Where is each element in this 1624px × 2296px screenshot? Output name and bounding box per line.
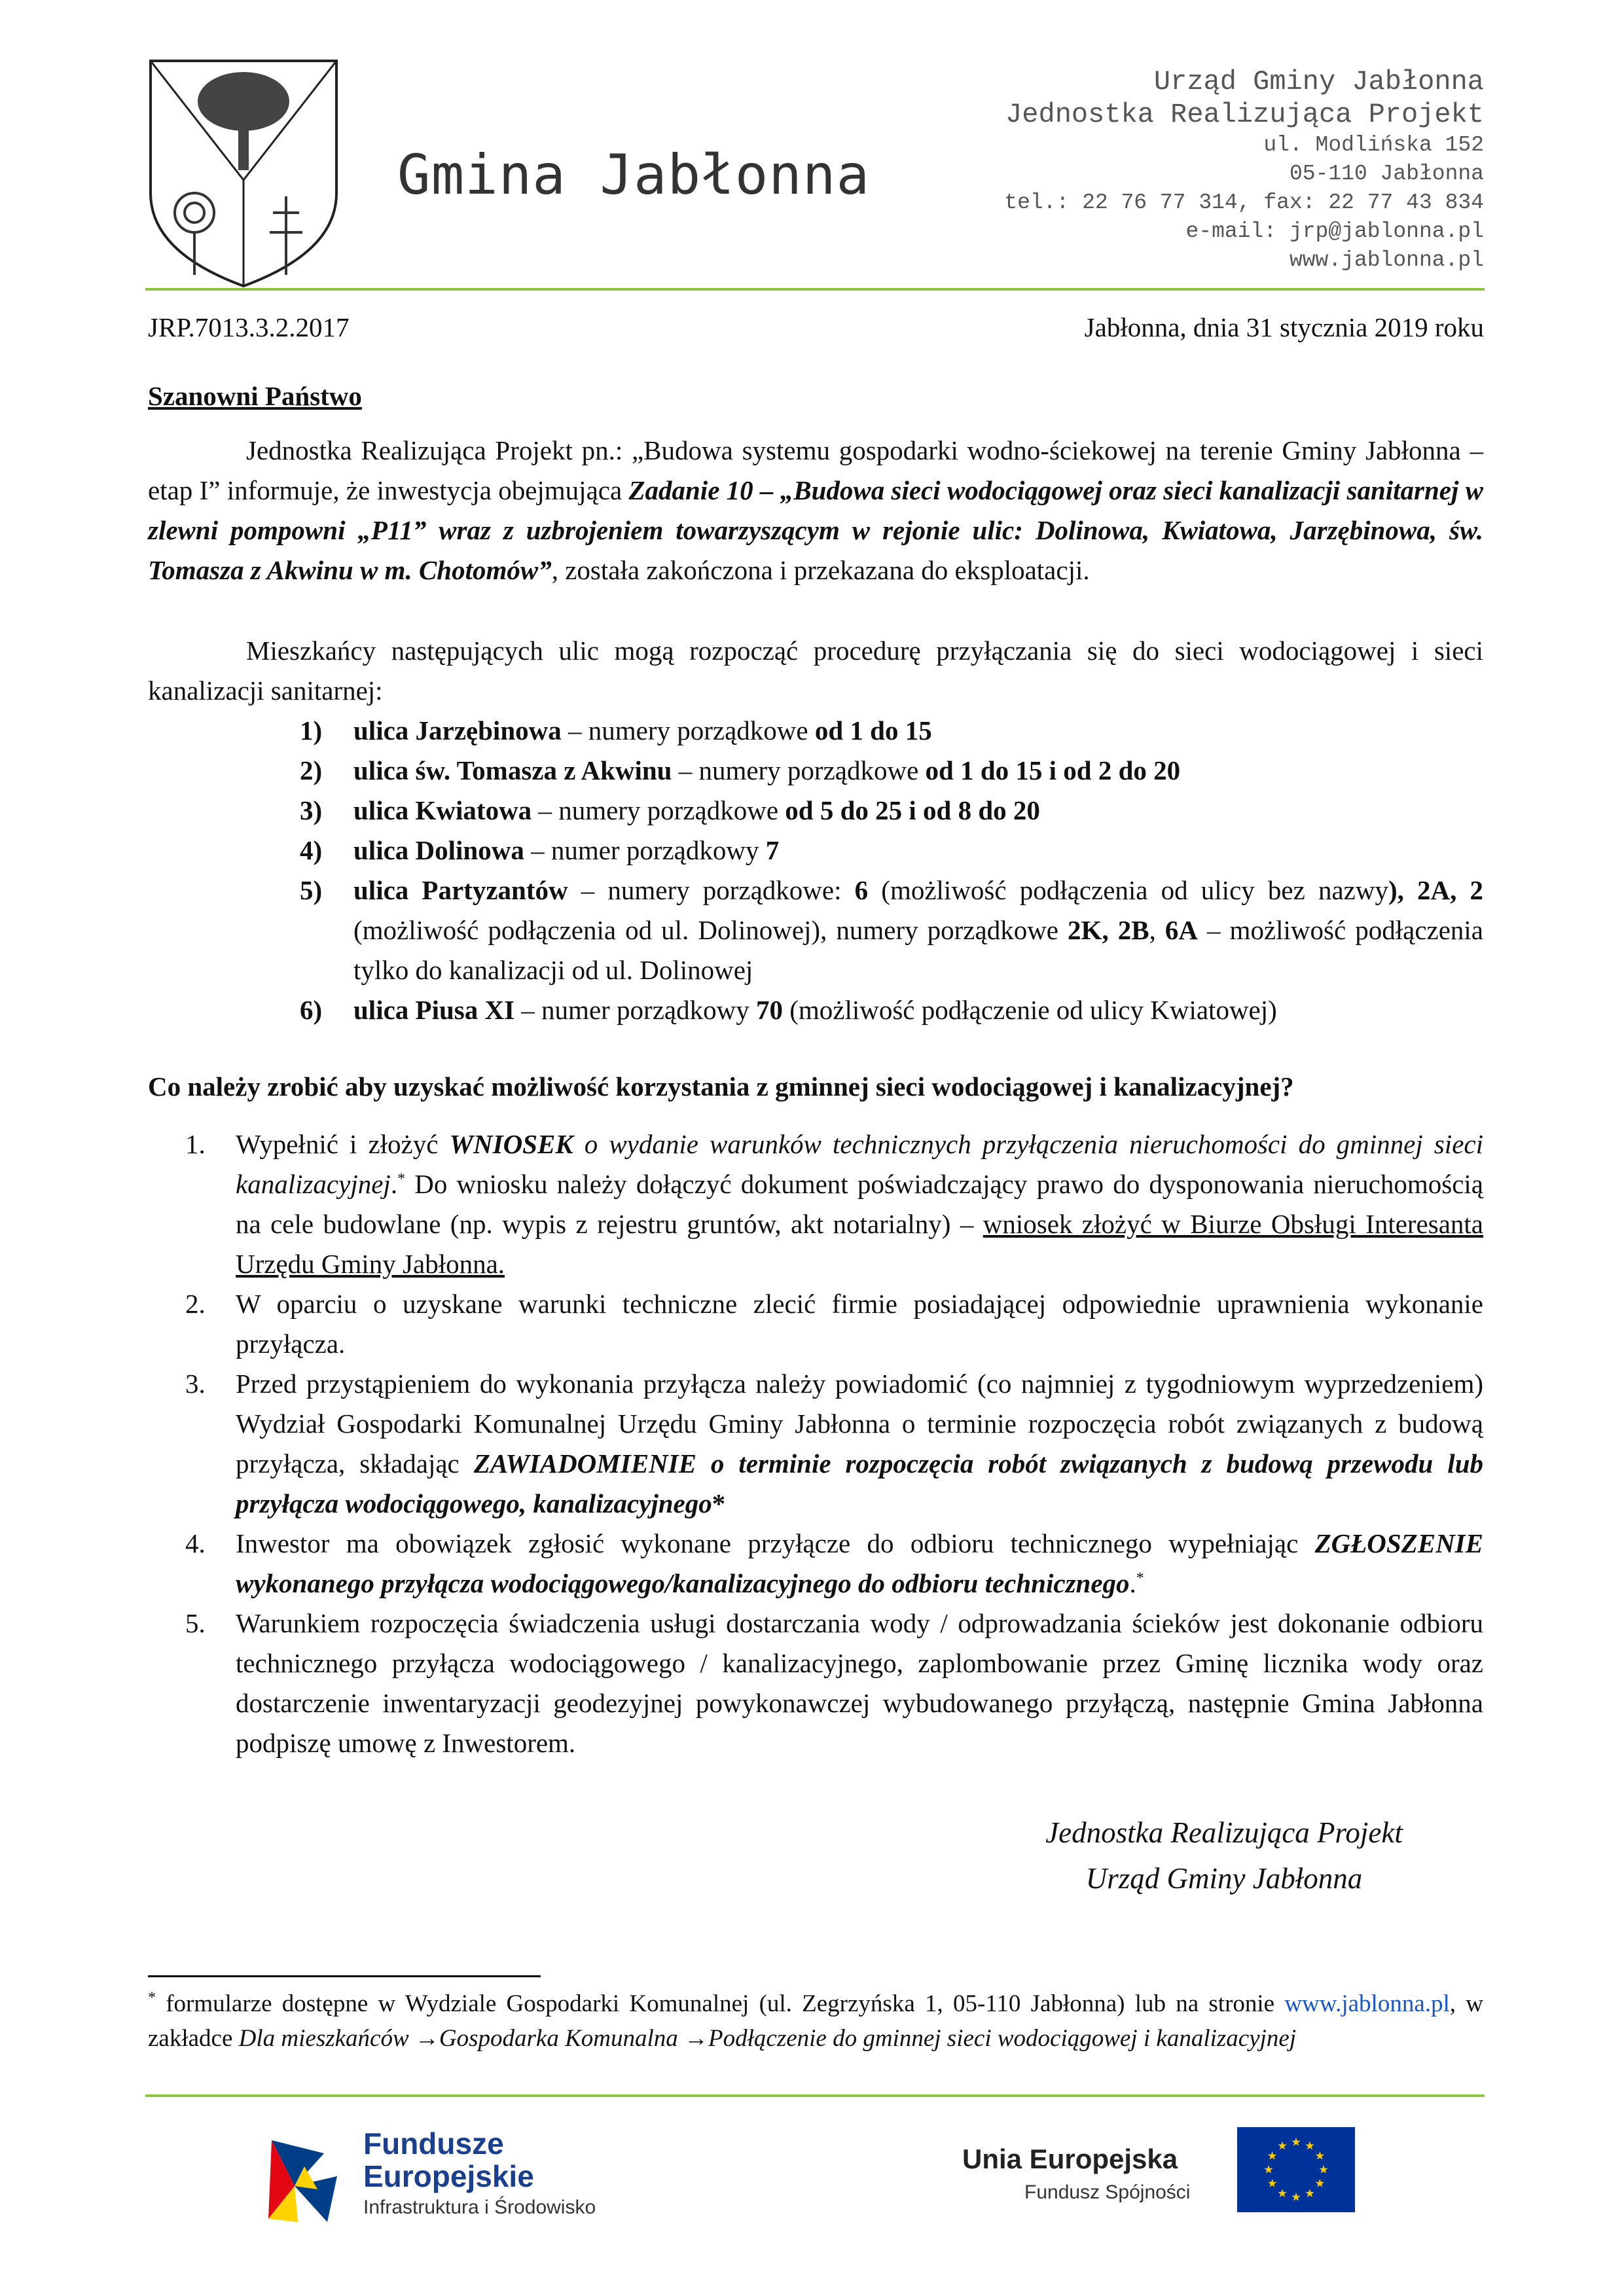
- street-text: [1404, 875, 1417, 905]
- step-text: Wypełnić i złożyć: [236, 1129, 450, 1159]
- header-divider: [145, 288, 1485, 291]
- step-text: W oparciu o uzyskane warunki techniczne zlecić firmie posiadającej odpowiednie uprawnienia wykonanie przyłącza.: [236, 1289, 1483, 1359]
- street-numbers: 2A, 2: [1417, 875, 1484, 905]
- list-item: [185, 1284, 1483, 1364]
- item-number: 4): [300, 835, 323, 865]
- step-text: .: [390, 1169, 398, 1199]
- footer-divider: [145, 2094, 1485, 2097]
- street-text: ),: [1388, 875, 1404, 905]
- street-numbers: 6A: [1164, 915, 1198, 945]
- street-text: – możliwość podłączenia tylko do kanalizacji od ul. Dolinowej: [353, 915, 1483, 985]
- website: www.jablonna.pl: [1289, 248, 1484, 272]
- street-text: (możliwość podłączenia od ulicy bez nazwy: [868, 875, 1388, 905]
- footnote-text: formularze dostępne w Wydziale Gospodarki Komunalnej (ul. Zegrzyńska 1, 05-110 Jabłonna) lub na stronie: [156, 1990, 1285, 2017]
- street-numbers: 6: [854, 875, 869, 905]
- website-link[interactable]: www.jablonna.pl: [1284, 1990, 1450, 2017]
- streets-list: [300, 711, 1483, 1030]
- footnote-mark: *: [148, 1989, 156, 2007]
- street-numbers: 70: [755, 995, 783, 1025]
- street-numbers: od 1 do 15: [814, 715, 932, 745]
- item-number: 2): [300, 755, 323, 785]
- document-date: Jabłonna, dnia 31 stycznia 2019 roku: [1084, 312, 1484, 342]
- street-name: ulica Piusa XI: [353, 995, 515, 1025]
- form-name: WNIOSEK: [449, 1129, 573, 1159]
- step-text: Warunkiem rozpoczęcia świadczenia usługi dostarczania wody / odprowadzania ścieków jest dokonanie odbioru technicznego przyłącza wodociągowego / kanalizacyjnego, zaplombowanie przez Gminę licznika wody oraz dostarczenie inwentaryzacji geodezyjnej powykonawczej wybudowanego przyłączą, następnie Gmina Jabłonna podpiszę umowę z Inwestorem.: [236, 1608, 1483, 1758]
- footnote-mark: *: [1136, 1570, 1144, 1587]
- fe-title-1: Fundusze: [363, 2126, 504, 2161]
- step-text: Przed przystąpieniem do wykonania przyłącza należy powiadomić (co najmniej z tygodniowym wyprzedzeniem) Wydział Gospodarki Komunalnej Urzędu Gminy Jabłonna o terminie rozpoczęcia robót związanych z budową przyłącza, składając: [236, 1369, 1483, 1479]
- step-text: Do wniosku należy dołączyć dokument poświadczający prawo do dysponowania nieruchomością na cele budowlane (np. wypis z rejestru gruntów, akt notarialny) –: [236, 1169, 1483, 1239]
- list-item: [185, 1364, 1483, 1524]
- reference-number: JRP.7013.3.2.2017: [148, 312, 350, 342]
- item-number: 5.: [185, 1608, 206, 1638]
- street-name: ulica Kwiatowa: [353, 795, 532, 825]
- street-name: ulica Jarzębinowa: [353, 715, 562, 745]
- footnote-mark: *: [397, 1170, 406, 1188]
- footnote-divider: [148, 1975, 541, 1977]
- form-name: ZAWIADOMIENIE o terminie rozpoczęcia robót związanych z budową przewodu lub przyłącza wodociągowego, kanalizacyjnego: [236, 1448, 1483, 1518]
- task-name: Zadanie 10 – „Budowa sieci wodociągowej oraz sieci kanalizacji sanitarnej w zlewni pompowni „P11” wraz z uzbrojeniem towarzyszącym w rejonie ulic: Dolinowa, Kwiatowa, Jarzębinowa, św. Tomasza z Akwinu w m. Chotomów”: [148, 475, 1483, 585]
- item-number: 2.: [185, 1289, 206, 1319]
- list-item: [185, 1124, 1483, 1284]
- section-question: Co należy zrobić aby uzyskać możliwość korzystania z gminnej sieci wodociągowej i kanalizacyjnej?: [148, 1071, 1294, 1102]
- step-text: .: [1129, 1568, 1136, 1598]
- fe-subtitle: Infrastruktura i Środowisko: [363, 2197, 596, 2218]
- intro-paragraph: [148, 431, 1483, 590]
- list-item: [300, 711, 1483, 751]
- street-name: ulica Partyzantów: [353, 875, 568, 905]
- steps-list: [185, 1124, 1483, 1763]
- street-name: ulica Dolinowa: [353, 835, 524, 865]
- item-number: 3.: [185, 1369, 206, 1399]
- street-sep: – numery porządkowe: [561, 715, 815, 745]
- street-text: ,: [1149, 915, 1165, 945]
- item-number: 5): [300, 875, 323, 905]
- gmina-crest-logo: [145, 56, 342, 291]
- list-item: [300, 990, 1483, 1030]
- street-address: ul. Modlińska 152: [1263, 133, 1484, 157]
- step-text: Inwestor ma obowiązek zgłosić wykonane przyłącze do odbioru technicznego wypełniając: [236, 1528, 1315, 1558]
- fundusze-europejskie-logo: [265, 2127, 671, 2225]
- ue-title: Unia Europejska: [962, 2144, 1178, 2174]
- office-name: Urząd Gminy Jabłonna: [1153, 66, 1484, 98]
- footnote: [148, 1986, 1483, 2056]
- signature-line-1: Jednostka Realizująca Projekt: [1045, 1816, 1403, 1849]
- step-underlined: wniosek złożyć w Biurze Obsługi Interesanta Urzędu Gminy Jabłonna.: [236, 1209, 1483, 1279]
- signature-block: [1008, 1810, 1440, 1901]
- fe-title-2: Europejskie: [363, 2159, 534, 2193]
- list-item: [185, 1524, 1483, 1604]
- street-numbers: od 1 do 15 i od 2 do 20: [925, 755, 1181, 785]
- page-title: Gmina Jabłonna: [397, 143, 871, 207]
- phone-fax: tel.: 22 76 77 314, fax: 22 77 43 834: [1004, 190, 1484, 215]
- street-text: – numery porządkowe:: [568, 875, 855, 905]
- item-number: 3): [300, 795, 323, 825]
- list-item: [300, 751, 1483, 791]
- list-item: [300, 831, 1483, 870]
- street-sep: – numery porządkowe: [672, 755, 926, 785]
- list-item: [300, 870, 1483, 990]
- unia-europejska-logo: [962, 2127, 1355, 2225]
- street-numbers: 7: [765, 835, 780, 865]
- street-sep: – numer porządkowy: [524, 835, 766, 865]
- footnote-mark: *: [712, 1488, 726, 1518]
- salutation: Szanowni Państwo: [148, 381, 362, 411]
- list-item: [185, 1604, 1483, 1763]
- street-sep: – numer porządkowy: [514, 995, 756, 1025]
- street-text: (możliwość podłączenie od ulicy Kwiatowej): [782, 995, 1277, 1025]
- item-number: 1): [300, 715, 323, 745]
- street-numbers: od 5 do 25 i od 8 do 20: [785, 795, 1040, 825]
- unit-name: Jednostka Realizująca Projekt: [1005, 99, 1484, 130]
- street-sep: – numery porządkowe: [532, 795, 785, 825]
- list-item: [300, 791, 1483, 831]
- footnote-text: , w zakładce: [148, 1990, 1483, 2052]
- signature-line-2: Urząd Gminy Jabłonna: [1085, 1862, 1363, 1895]
- form-name: ZGŁOSZENIE wykonanego przyłącza wodociągowego/kanalizacyjnego do odbioru technicznego: [236, 1528, 1483, 1598]
- eu-flag-icon: [1237, 2127, 1355, 2212]
- email: e-mail: jrp@jablonna.pl: [1185, 219, 1484, 243]
- intro-text: Jednostka Realizująca Projekt pn.: „Budowa systemu gospodarki wodno-ściekowej na terenie Gminy Jabłonna – etap I” informuje, że inwestycja obejmująca: [148, 435, 1483, 505]
- item-number: 4.: [185, 1528, 206, 1558]
- street-numbers: 2K, 2B: [1068, 915, 1149, 945]
- item-number: 1.: [185, 1129, 206, 1159]
- postal-address: 05-110 Jabłonna: [1289, 162, 1484, 186]
- street-text: (możliwość podłączenia od ul. Dolinowej), numery porządkowe: [353, 915, 1068, 945]
- residents-paragraph: Mieszkańcy następujących ulic mogą rozpocząć procedurę przyłączania się do sieci wodociągowej i sieci kanalizacji sanitarnej:: [148, 636, 1483, 706]
- intro-text-end: , została zakończona i przekazana do eksploatacji.: [551, 555, 1090, 585]
- fe-star-icon: [265, 2127, 350, 2225]
- item-number: 6): [300, 995, 323, 1025]
- ue-subtitle: Fundusz Spójności: [1024, 2181, 1191, 2203]
- form-name-rest: o wydanie warunków technicznych przyłączenia nieruchomości do gminnej sieci kanalizacyjnej: [236, 1129, 1483, 1199]
- street-name: ulica św. Tomasza z Akwinu: [353, 755, 672, 785]
- header-address-block: [1004, 65, 1484, 275]
- footnote-path: Dla mieszkańców →Gospodarka Komunalna →Podłączenie do gminnej sieci wodociągowej i kanalizacyjnej: [238, 2025, 1297, 2052]
